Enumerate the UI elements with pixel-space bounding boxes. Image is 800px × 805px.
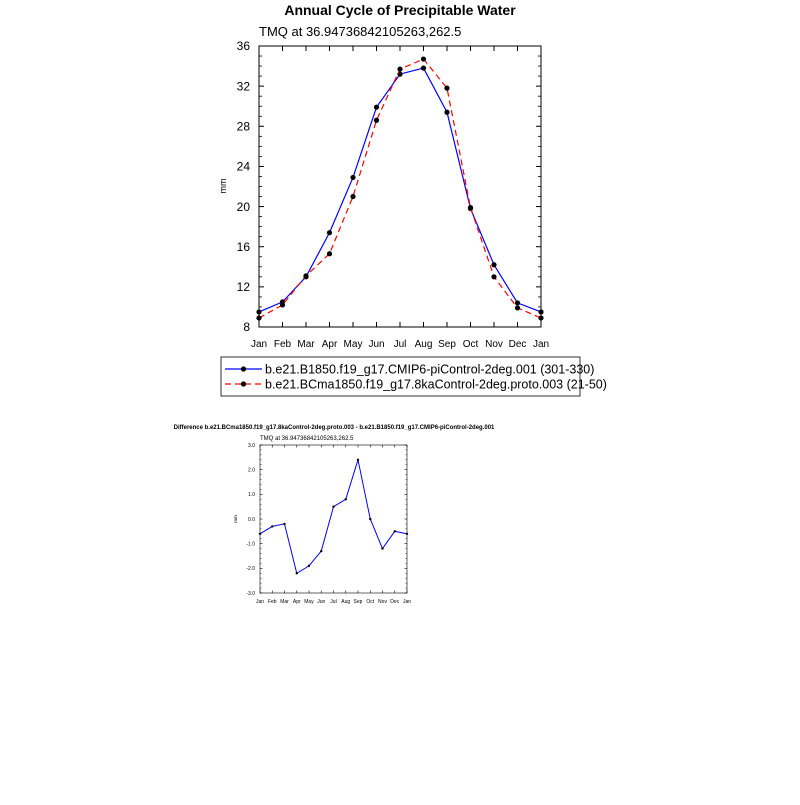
main-y-tick-label: 28 bbox=[236, 119, 250, 134]
main-series-2-point bbox=[468, 205, 473, 210]
main-x-tick-label: Nov bbox=[485, 339, 503, 350]
main-series-2-point bbox=[491, 274, 496, 279]
main-series-1-point bbox=[491, 262, 496, 267]
diff-series-1-point bbox=[406, 533, 408, 535]
diff-y-tick-label: -2.0 bbox=[246, 566, 255, 573]
main-y-tick-label: 24 bbox=[236, 159, 250, 174]
main-series-line-2 bbox=[259, 59, 541, 318]
diff-x-tick-label: Dec bbox=[390, 599, 400, 605]
main-series-1-point bbox=[515, 300, 520, 305]
diff-series-1-point bbox=[283, 523, 285, 525]
legend-label-series1: b.e21.B1850.f19_g17.CMIP6-piControl-2deg.001 (301-330) bbox=[265, 362, 595, 377]
main-legend bbox=[221, 357, 607, 396]
main-y-tick-label: 12 bbox=[236, 280, 250, 295]
main-series-1-point bbox=[444, 110, 449, 115]
legend-label-series2: b.e21.BCma1850.f19_g17.8kaControl-2deg.proto.003 (21-50) bbox=[265, 377, 607, 392]
main-series-2-point bbox=[444, 86, 449, 91]
main-x-tick-label: Sep bbox=[438, 339, 456, 350]
main-series-line-1 bbox=[259, 68, 541, 312]
diff-y-tick-label: 3.0 bbox=[248, 442, 255, 449]
main-series-2-point bbox=[538, 315, 543, 320]
main-x-tick-label: May bbox=[343, 339, 363, 350]
diff-x-tick-label: Nov bbox=[378, 599, 387, 605]
diff-series-1-point bbox=[320, 550, 322, 552]
main-x-tick-label: Apr bbox=[321, 339, 338, 350]
main-y-tick-label: 36 bbox=[236, 39, 250, 54]
diff-y-tick-label: 0.0 bbox=[248, 516, 255, 523]
diff-x-tick-label: Jan bbox=[402, 599, 412, 605]
main-x-tick-label: Feb bbox=[273, 339, 292, 350]
main-x-tick-label: Jan bbox=[532, 339, 550, 350]
diff-series-1-point bbox=[271, 525, 273, 527]
diff-x-tick-label: Oct bbox=[366, 599, 375, 605]
main-series-2-point bbox=[421, 56, 426, 61]
diff-x-tick-label: Apr bbox=[292, 599, 301, 605]
main-x-tick-label: Aug bbox=[414, 339, 433, 350]
main-series-2-point bbox=[350, 194, 355, 199]
diff-series-1-point bbox=[308, 565, 310, 567]
diff-x-tick-label: Jan bbox=[255, 599, 265, 605]
diff-y-axis-label: mm bbox=[233, 515, 238, 523]
diff-y-tick-label: -1.0 bbox=[246, 541, 255, 548]
main-series-2-point bbox=[303, 273, 308, 278]
main-y-tick-label: 20 bbox=[236, 199, 250, 214]
main-series-1-point bbox=[374, 105, 379, 110]
main-series-2-point bbox=[280, 302, 285, 307]
main-series-1-point bbox=[327, 230, 332, 235]
diff-series-1-point bbox=[369, 518, 371, 520]
diff-y-tick-label: -3.0 bbox=[246, 590, 255, 597]
main-x-tick-label: Oct bbox=[462, 339, 479, 350]
diff-series-line-1 bbox=[260, 460, 407, 573]
main-y-axis-label: mm bbox=[218, 178, 228, 194]
main-series-1-point bbox=[538, 309, 543, 314]
main-series-1-point bbox=[421, 65, 426, 70]
main-plot-area bbox=[237, 39, 549, 350]
main-x-tick-label: Jul bbox=[393, 339, 407, 350]
diff-plot-frame bbox=[260, 445, 407, 593]
main-x-tick-label: Mar bbox=[297, 339, 315, 350]
main-x-tick-label: Dec bbox=[508, 339, 527, 350]
main-x-tick-label: Jan bbox=[250, 339, 268, 350]
diff-chart-title: Difference b.e21.BCma1850.f19_g17.8kaControl-2deg.proto.003 - b.e21.B1850.f19_g17.CMIP6-piControl-2deg.001 bbox=[173, 425, 495, 431]
diff-series-1-point bbox=[394, 530, 396, 532]
diff-series-1-point bbox=[332, 505, 334, 507]
diff-x-tick-label: Jun bbox=[317, 599, 326, 605]
diff-y-tick-label: 1.0 bbox=[248, 492, 255, 499]
diff-x-tick-label: Mar bbox=[280, 599, 289, 605]
main-series-1-point bbox=[350, 175, 355, 180]
main-y-tick-label: 32 bbox=[236, 79, 250, 94]
main-series-2-point bbox=[515, 305, 520, 310]
diff-x-tick-label: Sep bbox=[353, 599, 363, 605]
main-series-2-point bbox=[397, 66, 402, 71]
main-x-tick-label: Jun bbox=[368, 339, 385, 350]
diff-x-tick-label: May bbox=[304, 599, 314, 605]
main-series-2-point bbox=[374, 118, 379, 123]
legend-marker-series2 bbox=[241, 381, 246, 386]
diff-y-tick-label: 2.0 bbox=[248, 467, 255, 474]
main-chart-title: Annual Cycle of Precipitable Water bbox=[284, 2, 516, 18]
main-y-tick-label: 16 bbox=[236, 239, 250, 254]
main-chart-subtitle: TMQ at 36.94736842105263,262.5 bbox=[259, 24, 462, 39]
main-series-1-point bbox=[256, 309, 261, 314]
main-plot-frame bbox=[259, 46, 541, 327]
main-y-tick-label: 8 bbox=[243, 320, 250, 335]
legend-marker-series1 bbox=[241, 366, 246, 371]
diff-chart-subtitle: TMQ at 36.94736842105263,262.5 bbox=[260, 436, 354, 442]
diff-series-1-point bbox=[345, 498, 347, 500]
diff-x-tick-label: Feb bbox=[267, 599, 277, 605]
diff-plot-area bbox=[246, 443, 411, 605]
diff-series-1-point bbox=[381, 547, 383, 549]
main-series-2-point bbox=[256, 315, 261, 320]
diff-x-tick-label: Aug bbox=[341, 599, 351, 605]
diff-series-1-point bbox=[357, 459, 359, 461]
main-series-2-point bbox=[327, 251, 332, 256]
diff-series-1-point bbox=[259, 533, 261, 535]
diff-x-tick-label: Jul bbox=[330, 599, 337, 605]
diff-series-1-point bbox=[296, 572, 298, 574]
